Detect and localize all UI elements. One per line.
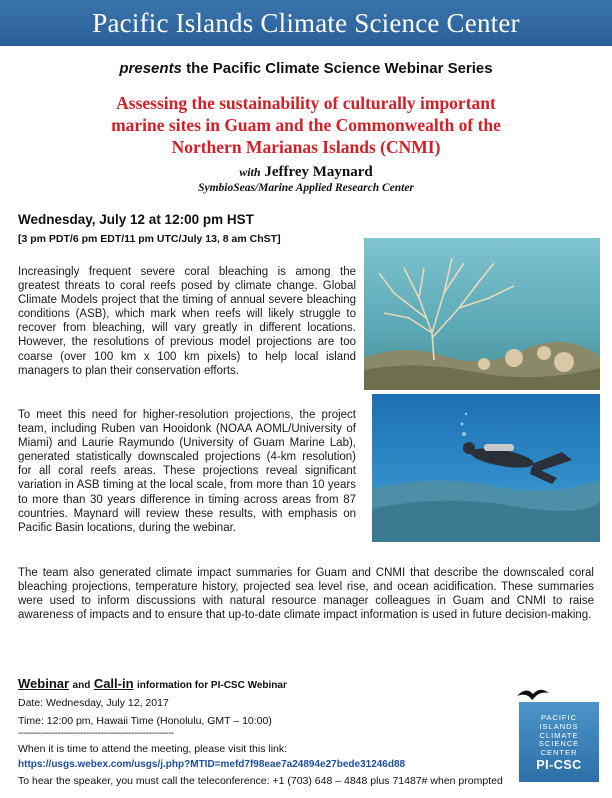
talk-title-line: marine sites in Guam and the Commonwealth of the xyxy=(111,115,501,135)
body-paragraph-1: Increasingly frequent severe coral bleaching is among the greatest threats to coral reefs posed by climate change. Global Climate Models project that the timing of annual severe bleaching conditions (ASB), which mark when reefs will likely struggle to recover from bleaching, will vary greatly in different locations. However, the resolutions of previous model projections are too coarse (over 100 km x 100 km pixels) to help local island managers to plan their conservation efforts. xyxy=(18,266,356,377)
webinar-heading xyxy=(18,676,287,691)
separator-line: ------------------------------------------------------- xyxy=(18,728,174,739)
body-paragraph-2: To meet this need for higher-resolution projections, the project team, including Ruben van Hooidonk (NOAA AOML/University of Miami) and Laurie Raymundo (University of Guam Marine Lab), generated statistically downscaled projections (4-km resolution) for all coral reefs areas. These projections reveal significant variation in ASB timing at the local scale, from more than 10 years to more than 30 years difference in timing across areas from 87 countries. Maynard will review these results, with emphasis on Pacific Basin locations, during the webinar. xyxy=(18,409,356,534)
logo-line: CENTER xyxy=(540,748,578,758)
body-paragraph-3: The team also generated climate impact summaries for Guam and CNMI that describe the downscaled coral bleaching projections, temperature history, projected sea level rise, and ocean acidification. These summaries were used to inform discussions with natural resource manager colleagues in Guam and CNMI to raise awareness of impacts and to ensure that up-to-date climate impact information is used in future decision-making. xyxy=(18,567,594,622)
series-name: the Pacific Climate Science Webinar Series xyxy=(186,60,493,77)
with-word: with xyxy=(239,165,261,179)
webinar-word: Webinar xyxy=(18,676,70,691)
intro-line xyxy=(0,60,612,77)
logo-line: CLIMATE xyxy=(539,730,579,740)
teleconference-info: To hear the speaker, you must call the teleconference: +1 (703) 648 – 4848 plus 71487# when prompted xyxy=(18,775,503,787)
logo-line: PACIFIC xyxy=(540,713,578,722)
webinar-date: Date: Wednesday, July 12, 2017 xyxy=(18,697,169,709)
callin-word: Call-in xyxy=(93,676,134,691)
header-banner xyxy=(0,0,612,46)
pi-csc-logo xyxy=(519,702,599,782)
attend-instructions: When it is time to attend the meeting, please visit this link: xyxy=(18,743,288,755)
webex-link[interactable]: https://usgs.webex.com/usgs/j.php?MTID=mefd7f98eae7a24894e27bede31246d88 xyxy=(18,759,406,770)
scuba-diver-reef-photo xyxy=(372,394,600,542)
event-datetime: Wednesday, July 12 at 12:00 pm HST xyxy=(18,212,254,227)
event-timezones: [3 pm PDT/6 pm EDT/11 pm UTC/July 13, 8 am ChST] xyxy=(18,233,281,245)
speaker-name: Jeffrey Maynard xyxy=(264,164,373,180)
and-word: and xyxy=(72,680,91,691)
speaker-affiliation: SymbioSeas/Marine Applied Research Center xyxy=(198,182,414,194)
talk-title-line: Assessing the sustainability of culturally important xyxy=(116,93,496,113)
logo-abbreviation: PI-CSC xyxy=(536,757,582,772)
talk-title xyxy=(60,92,552,158)
speaker-line xyxy=(0,164,612,181)
talk-title-line: Northern Marianas Islands (CNMI) xyxy=(171,137,441,157)
header-title: Pacific Islands Climate Science Center xyxy=(92,8,520,38)
logo-line: ISLANDS xyxy=(539,721,579,731)
sea-fan-coral-photo xyxy=(364,238,600,390)
logo-line: SCIENCE xyxy=(538,739,580,749)
webinar-time: Time: 12:00 pm, Hawaii Time (Honolulu, GMT – 10:00) xyxy=(18,715,272,727)
info-suffix: information for PI-CSC Webinar xyxy=(137,680,287,691)
presents-word: presents xyxy=(119,60,182,77)
